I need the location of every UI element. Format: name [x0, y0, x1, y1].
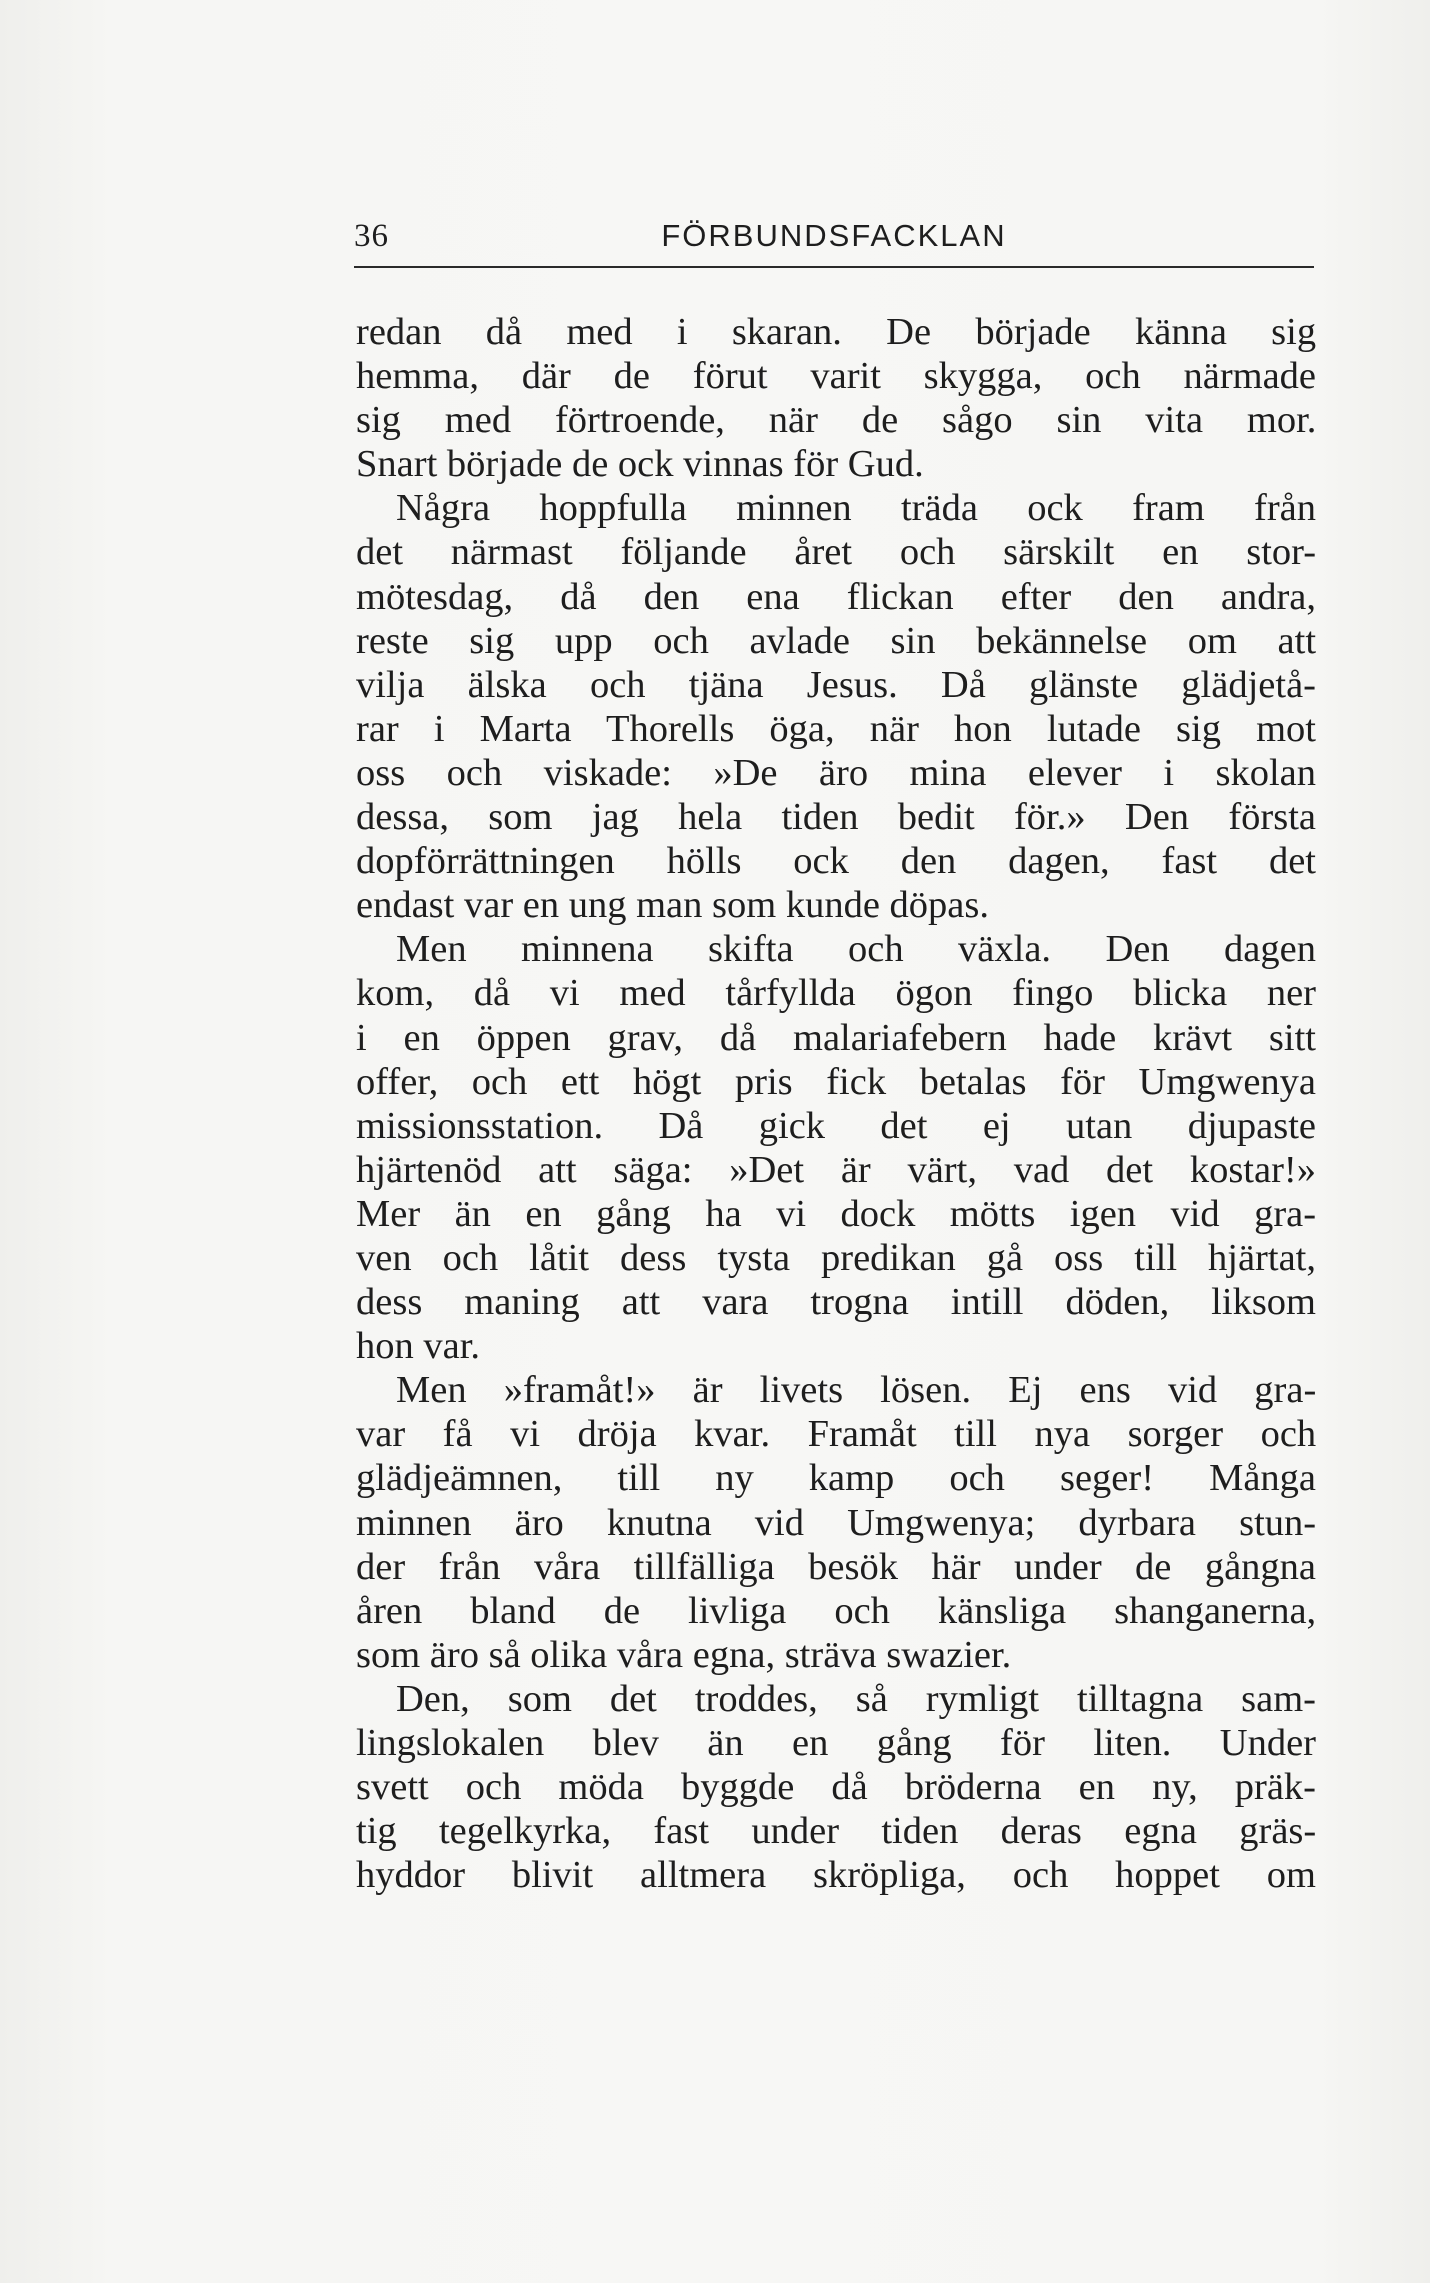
text-line: redan då med i skaran. De började känna sig — [356, 311, 1317, 353]
text-line: tig tegelkyrka, fast under tiden deras egna gräs- — [356, 1810, 1317, 1853]
text-line: glädjeämnen, till ny kamp och seger! Många — [356, 1457, 1316, 1500]
page-header — [354, 214, 1314, 268]
text-line: svett och möda byggde då bröderna en ny, präk- — [356, 1766, 1316, 1809]
text-line: minnen äro knutna vid Umgwenya; dyrbara stun- — [356, 1501, 1317, 1544]
text-line: Men »framåt!» är livets lösen. Ej ens vid gra- — [396, 1369, 1317, 1412]
page-number: 36 — [354, 218, 389, 254]
text-line: dopförrättningen hölls ock den dagen, fast det — [356, 840, 1316, 883]
text-line: hemma, där de förut varit skygga, och närmade — [356, 355, 1317, 398]
text-line: Men minnena skifta och växla. Den dagen — [396, 928, 1316, 971]
text-line: offer, och ett högt pris fick betalas för Umgwenya — [356, 1060, 1316, 1103]
text-line: Snart började de ock vinnas för Gud. — [356, 443, 924, 486]
text-line: missionsstation. Då gick det ej utan djupaste — [356, 1104, 1316, 1147]
text-line: endast var en ung man som kunde döpas. — [356, 884, 989, 927]
text-line: lingslokalen blev än en gång för liten. Under — [356, 1722, 1316, 1764]
text-line: hyddor blivit alltmera skröpliga, och hoppet om — [356, 1854, 1316, 1897]
text-line: oss och viskade: »De äro mina elever i skolan — [356, 751, 1316, 794]
text-line: kom, då vi med tårfyllda ögon fingo blicka ner — [356, 972, 1316, 1015]
text-line: reste sig upp och avlade sin bekännelse om att — [356, 619, 1317, 662]
text-line: Den, som det troddes, så rymligt tilltagna sam- — [396, 1677, 1316, 1720]
text-line: mötesdag, då den ena flickan efter den andra, — [356, 575, 1317, 618]
body-text — [356, 310, 1316, 1897]
text-line: dessa, som jag hela tiden bedit för.» Den första — [356, 796, 1316, 839]
text-line: dess maning att vara trogna intill döden, liksom — [356, 1281, 1316, 1324]
text-line: rar i Marta Thorells öga, när hon lutade sig mot — [356, 707, 1316, 750]
text-line: åren bland de livliga och känsliga shanganerna, — [356, 1589, 1317, 1632]
text-line: i en öppen grav, då malariafebern hade krävt sitt — [356, 1016, 1316, 1059]
text-line: vilja älska och tjäna Jesus. Då glänste glädjetå- — [356, 663, 1316, 706]
text-line: ven och låtit dess tysta predikan gå oss till hjärtat, — [356, 1236, 1316, 1279]
text-line: Mer än en gång ha vi dock mötts igen vid gra- — [356, 1192, 1317, 1235]
text-line: var få vi dröja kvar. Framåt till nya sorger och — [356, 1413, 1317, 1456]
text-line: som äro så olika våra egna, sträva swazier. — [356, 1633, 1012, 1676]
text-line: Några hoppfulla minnen träda ock fram från — [396, 487, 1317, 530]
text-line: hon var. — [356, 1325, 481, 1368]
text-line: hjärtenöd att säga: »Det är värt, vad det kostar!» — [356, 1148, 1316, 1191]
text-line: der från våra tillfälliga besök här under de gångna — [356, 1545, 1316, 1588]
text-line: sig med förtroende, när de sågo sin vita mor. — [356, 399, 1317, 442]
running-title: FÖRBUNDSFACKLAN — [661, 218, 1007, 253]
text-line: det närmast följande året och särskilt en stor- — [356, 531, 1317, 574]
